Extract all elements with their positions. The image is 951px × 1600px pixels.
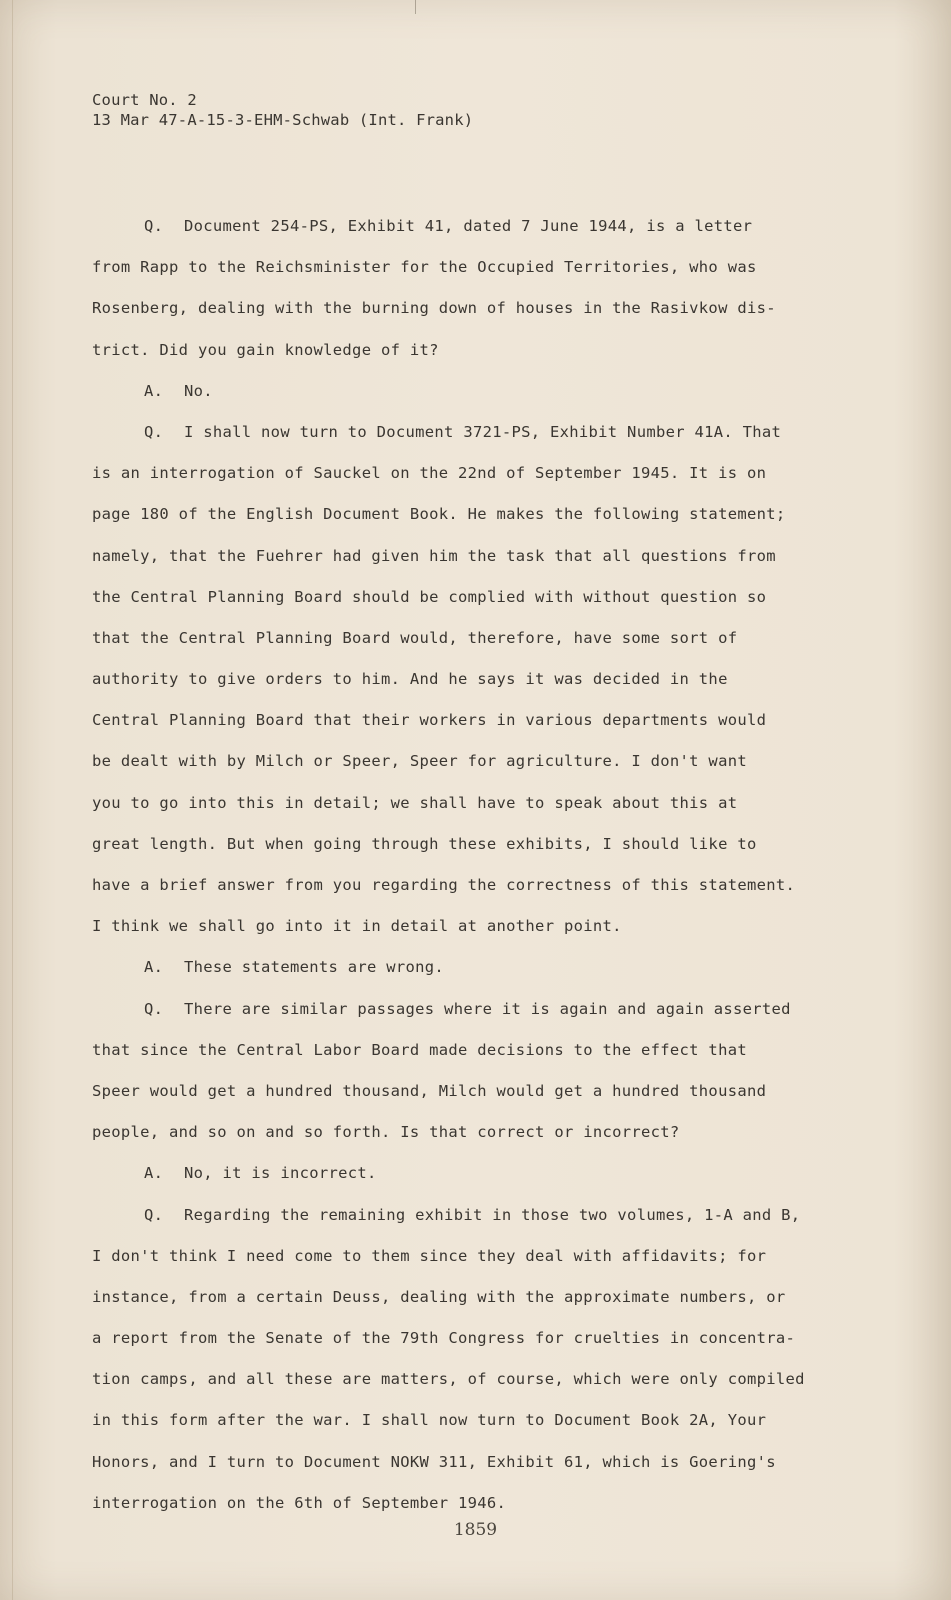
transcript-line [92, 206, 872, 247]
line-text: is an interrogation of Sauckel on the 22nd of September 1945. It is on [92, 464, 767, 483]
line-text: Regarding the remaining exhibit in those two volumes, 1-A and B, [184, 1205, 801, 1224]
transcript-line [92, 700, 872, 741]
question-paragraph [92, 206, 872, 371]
line-text: Central Planning Board that their workers in various departments would [92, 711, 767, 730]
line-text: instance, from a certain Deuss, dealing with the approximate numbers, or [92, 1287, 786, 1306]
line-text: in this form after the war. I shall now turn to Document Book 2A, Your [92, 1411, 767, 1430]
speaker-label: Q. [144, 217, 164, 235]
line-text: Honors, and I turn to Document NOKW 311, Exhibit 61, which is Goering's [92, 1452, 776, 1471]
transcript-line [92, 371, 872, 412]
line-text: that the Central Planning Board would, therefore, have some sort of [92, 628, 738, 647]
transcript-line [92, 783, 872, 824]
transcript-line [92, 330, 872, 371]
line-text: great length. But when going through these exhibits, I should like to [92, 834, 757, 853]
line-text: Rosenberg, dealing with the burning down of houses in the Rasivkow dis- [92, 299, 776, 318]
line-text: people, and so on and so forth. Is that correct or incorrect? [92, 1123, 680, 1142]
transcript-line [92, 1153, 872, 1194]
transcript-line [92, 824, 872, 865]
line-text: that since the Central Labor Board made decisions to the effect that [92, 1040, 747, 1059]
transcript-line [92, 1442, 872, 1483]
transcript-line [92, 865, 872, 906]
transcript-line [92, 947, 872, 988]
line-text: authority to give orders to him. And he says it was decided in the [92, 670, 728, 689]
document-header [92, 90, 473, 130]
speaker-label: A. [144, 958, 164, 977]
line-text: Speer would get a hundred thousand, Milch would get a hundred thousand [92, 1081, 767, 1100]
transcript-line [92, 247, 872, 288]
line-text: I shall now turn to Document 3721-PS, Exhibit Number 41A. That [184, 422, 782, 441]
line-text: the Central Planning Board should be complied with without question so [92, 587, 767, 606]
transcript-line [92, 1030, 872, 1071]
page-mark [415, 0, 416, 14]
transcript-line [92, 1071, 872, 1112]
transcript-line [92, 1318, 872, 1359]
transcript-line [92, 1359, 872, 1400]
transcript-line [92, 741, 872, 782]
transcript-line [92, 1277, 872, 1318]
line-text: No. [184, 381, 213, 400]
line-text: you to go into this in detail; we shall have to speak about this at [92, 793, 738, 812]
transcript-line [92, 659, 872, 700]
line-text: page 180 of the English Document Book. He makes the following statement; [92, 505, 786, 524]
speaker-label: Q. [144, 999, 164, 1018]
line-text: have a brief answer from you regarding the correctness of this statement. [92, 876, 796, 894]
line-text: namely, that the Fuehrer had given him the task that all questions from [92, 546, 776, 565]
transcript-line [92, 412, 872, 453]
line-text: be dealt with by Milch or Speer, Speer for agriculture. I don't want [92, 752, 747, 771]
question-paragraph [92, 989, 872, 1154]
court-number: Court No. 2 [92, 91, 197, 109]
line-text: Document 254-PS, Exhibit 41, dated 7 June 1944, is a letter [184, 217, 753, 235]
line-text: trict. Did you gain knowledge of it? [92, 340, 439, 359]
transcript-line [92, 618, 872, 659]
transcript-line [92, 1236, 872, 1277]
case-reference: 13 Mar 47-A-15-3-EHM-Schwab (Int. Frank) [92, 111, 474, 129]
transcript-line [92, 288, 872, 329]
transcript-line [92, 494, 872, 535]
transcript-body [92, 206, 872, 1524]
line-text: No, it is incorrect. [184, 1164, 377, 1183]
line-text: from Rapp to the Reichsminister for the Occupied Territories, who was [92, 258, 757, 277]
answer-paragraph [92, 947, 872, 988]
page-number: 1859 [453, 1520, 498, 1540]
line-text: There are similar passages where it is again and again asserted [184, 999, 791, 1018]
line-text: a report from the Senate of the 79th Congress for cruelties in concentra- [92, 1329, 796, 1348]
transcript-line [92, 577, 872, 618]
line-text: interrogation on the 6th of September 1946. [92, 1493, 507, 1512]
transcript-line [92, 1112, 872, 1153]
question-paragraph [92, 1195, 872, 1525]
line-text: These statements are wrong. [184, 958, 445, 977]
speaker-label: Q. [144, 422, 164, 441]
answer-paragraph [92, 1153, 872, 1194]
line-text: tion camps, and all these are matters, of course, which were only compiled [92, 1370, 805, 1389]
transcript-line [92, 1400, 872, 1441]
transcript-line [92, 453, 872, 494]
transcript-line [92, 989, 872, 1030]
speaker-label: A. [144, 1164, 164, 1183]
question-paragraph [92, 412, 872, 947]
transcript-line [92, 1195, 872, 1236]
line-text: I don't think I need come to them since they deal with affidavits; for [92, 1246, 767, 1265]
speaker-label: A. [144, 381, 164, 400]
transcript-line [92, 906, 872, 947]
line-text: I think we shall go into it in detail at another point. [92, 917, 622, 936]
answer-paragraph [92, 371, 872, 412]
transcript-line [92, 536, 872, 577]
speaker-label: Q. [144, 1205, 164, 1224]
transcript-line [92, 1483, 872, 1524]
